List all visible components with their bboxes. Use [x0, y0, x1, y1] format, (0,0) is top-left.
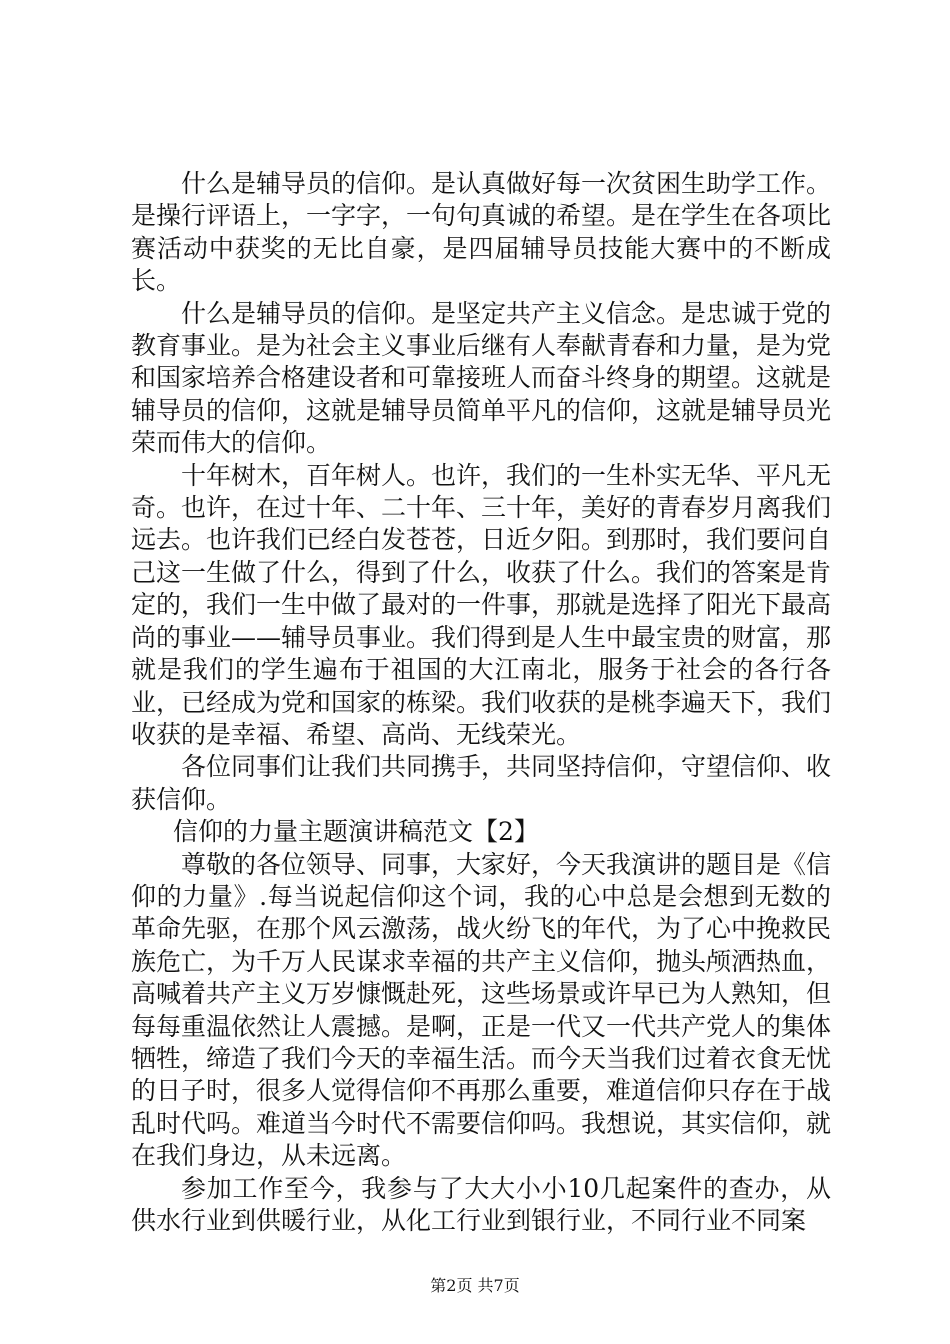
paragraph-4: 各位同事们让我们共同携手，共同坚持信仰，守望信仰、收获信仰。: [131, 752, 832, 814]
paragraph-5: 尊敬的各位领导、同事，大家好，今天我演讲的题目是《信仰的力量》.每当说起信仰这个词，我的心中总是会想到无数的革命先驱，在那个风云激荡，战火纷飞的年代，为了心中挽救民族危亡，为千万人民谋求幸福的共产主义信仰，抛头颅洒热血，高喊着共产主义万岁慷慨赴死，这些场景或许早已为人熟知，但每每重温依然让人震撼。是啊，正是一代又一代共产党人的集体牺牲，缔造了我们今天的幸福生活。而今天当我们过着衣食无忧的日子时，很多人觉得信仰不再那么重要，难道信仰只存在于战乱时代吗。难道当今时代不需要信仰吗。我想说，其实信仰，就在我们身边，从未远离。: [131, 849, 832, 1171]
section-heading: 信仰的力量主题演讲稿范文【2】: [173, 817, 539, 847]
paragraph-1: 什么是辅导员的信仰。是认真做好每一次贫困生助学工作。是操行评语上，一字字，一句句真诚的希望。是在学生在各项比赛活动中获奖的无比自豪，是四届辅导员技能大赛中的不断成长。: [131, 169, 832, 296]
paragraph-6: 参加工作至今，我参与了大大小小10几起案件的查办，从供水行业到供暖行业，从化工行业到银行业，不同行业不同案: [131, 1173, 831, 1235]
paragraph-2: 什么是辅导员的信仰。是坚定共产主义信念。是忠诚于党的教育事业。是为社会主义事业后继有人奉献青春和力量，是为党和国家培养合格建设者和可靠接班人而奋斗终身的期望。这就是辅导员的信仰，这就是辅导员简单平凡的信仰，这就是辅导员光荣而伟大的信仰。: [131, 298, 832, 458]
document-body: [131, 168, 831, 1237]
paragraph-3: 十年树木，百年树人。也许，我们的一生朴实无华、平凡无奇。也许，在过十年、二十年、三十年，美好的青春岁月离我们远去。也许我们已经白发苍苍，日近夕阳。到那时，我们要问自己这一生做了什么，得到了什么，收获了什么。我们的答案是肯定的，我们一生中做了最对的一件事，那就是选择了阳光下最高尚的事业——辅导员事业。我们得到是人生中最宝贵的财富，那就是我们的学生遍布于祖国的大江南北，服务于社会的各行各业，已经成为党和国家的栋梁。我们收获的是桃李遍天下，我们收获的是幸福、希望、高尚、无线荣光。: [131, 460, 832, 749]
page-number-footer: 第2页 共7页: [430, 1276, 520, 1295]
